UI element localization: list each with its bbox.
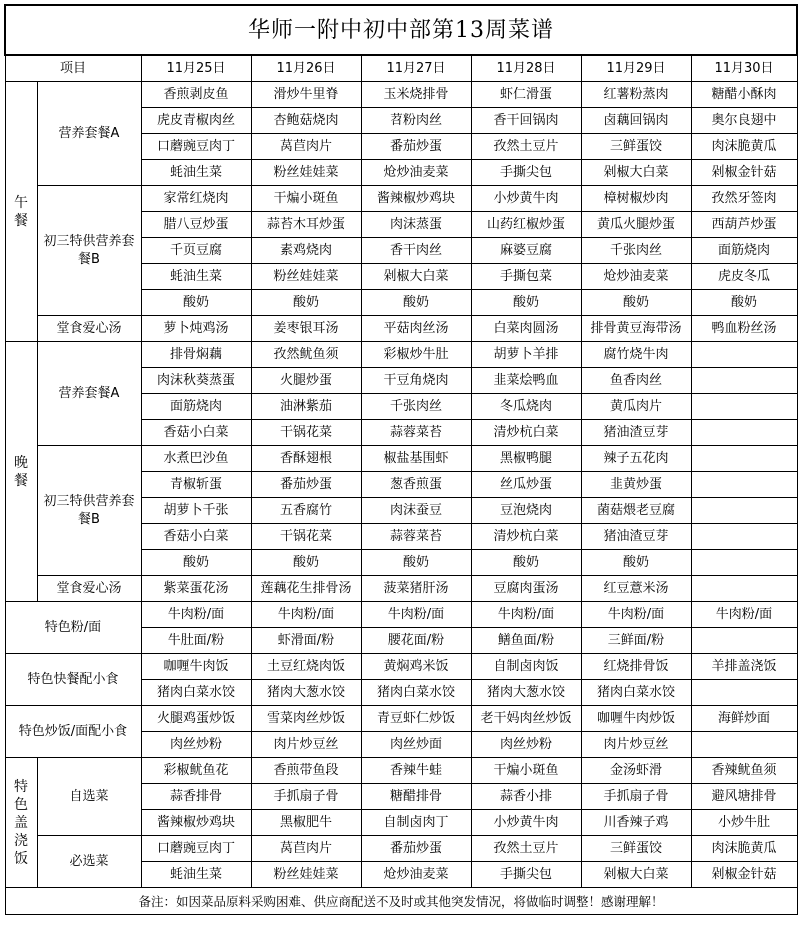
- category-label: 堂食爱心汤: [37, 576, 141, 602]
- dish-cell: 清炒杭白菜: [471, 420, 581, 446]
- category-label: 营养套餐A: [37, 82, 141, 186]
- dish-cell: 酸奶: [581, 290, 691, 316]
- dish-cell: 腐竹烧牛肉: [581, 342, 691, 368]
- dish-cell: 红薯粉蒸肉: [581, 82, 691, 108]
- dish-cell: 剁椒大白菜: [581, 862, 691, 888]
- dish-cell: 酱辣椒炒鸡块: [361, 186, 471, 212]
- dish-cell: 孜然牙签肉: [691, 186, 797, 212]
- dish-cell: 山药红椒炒蛋: [471, 212, 581, 238]
- dish-cell: 西葫芦炒蛋: [691, 212, 797, 238]
- dish-cell: 黄瓜火腿炒蛋: [581, 212, 691, 238]
- dish-cell: 红烧排骨饭: [581, 654, 691, 680]
- soup-cell: 豆腐肉蛋汤: [471, 576, 581, 602]
- dish-cell: 孜然鱿鱼须: [251, 342, 361, 368]
- soup-cell: 莲藕花生排骨汤: [251, 576, 361, 602]
- soup-cell: 平菇肉丝汤: [361, 316, 471, 342]
- dish-cell: 糖醋小酥肉: [691, 82, 797, 108]
- dish-cell: 酸奶: [251, 290, 361, 316]
- dish-cell: [691, 420, 797, 446]
- dish-cell: 苕粉肉丝: [361, 108, 471, 134]
- dish-cell: 清炒杭白菜: [471, 524, 581, 550]
- dish-cell: 腰花面/粉: [361, 628, 471, 654]
- dish-cell: 猪肉白菜水饺: [581, 680, 691, 706]
- dish-cell: 剁椒金针菇: [691, 862, 797, 888]
- dish-cell: 椒盐基围虾: [361, 446, 471, 472]
- footer-note: 备注：如因菜品原料采购困难、供应商配送不及时或其他突发情况，将做临时调整！感谢理解！: [5, 888, 797, 915]
- dish-cell: 腊八豆炒蛋: [141, 212, 251, 238]
- dish-cell: 肉片炒豆丝: [251, 732, 361, 758]
- dish-cell: 水煮巴沙鱼: [141, 446, 251, 472]
- dish-cell: 韭黄炒蛋: [581, 472, 691, 498]
- dish-cell: 自制卤肉饭: [471, 654, 581, 680]
- dish-cell: 滑炒牛里脊: [251, 82, 361, 108]
- dish-cell: 樟树椒炒肉: [581, 186, 691, 212]
- dish-cell: 辣子五花肉: [581, 446, 691, 472]
- dish-cell: 豆泡烧肉: [471, 498, 581, 524]
- dish-cell: 粉丝娃娃菜: [251, 862, 361, 888]
- category-label: 特色粉/面: [5, 602, 141, 654]
- dish-cell: 黑椒肥牛: [251, 810, 361, 836]
- dish-cell: 酸奶: [471, 550, 581, 576]
- dish-cell: 蚝油生菜: [141, 862, 251, 888]
- soup-cell: 姜枣银耳汤: [251, 316, 361, 342]
- dish-cell: 手撕尖包: [471, 160, 581, 186]
- dish-cell: 番茄炒蛋: [361, 134, 471, 160]
- header-day: 11月26日: [251, 55, 361, 82]
- section-special-text: 特色盖浇饭: [14, 778, 28, 867]
- dish-cell: 羊排盖浇饭: [691, 654, 797, 680]
- header-day: 11月28日: [471, 55, 581, 82]
- soup-cell: 白菜肉圆汤: [471, 316, 581, 342]
- dish-cell: 雪菜肉丝炒饭: [251, 706, 361, 732]
- category-label: 特色炒饭/面配小食: [5, 706, 141, 758]
- dish-cell: 川香辣子鸡: [581, 810, 691, 836]
- soup-cell: 鸭血粉丝汤: [691, 316, 797, 342]
- dish-cell: 青豆虾仁炒饭: [361, 706, 471, 732]
- dish-cell: 面筋烧肉: [141, 394, 251, 420]
- dish-cell: 面筋烧肉: [691, 238, 797, 264]
- dish-cell: 鱼香肉丝: [581, 368, 691, 394]
- dish-cell: 剁椒金针菇: [691, 160, 797, 186]
- dish-cell: 蚝油生菜: [141, 264, 251, 290]
- dish-cell: 三鲜面/粉: [581, 628, 691, 654]
- dish-cell: 香煎带鱼段: [251, 758, 361, 784]
- dish-cell: 五香腐竹: [251, 498, 361, 524]
- dish-cell: 千页豆腐: [141, 238, 251, 264]
- dish-cell: 酸奶: [141, 290, 251, 316]
- dish-cell: 三鲜蛋饺: [581, 134, 691, 160]
- header-day: 11月29日: [581, 55, 691, 82]
- dish-cell: [691, 498, 797, 524]
- dish-cell: 黄焖鸡米饭: [361, 654, 471, 680]
- dish-cell: 蒜苔木耳炒蛋: [251, 212, 361, 238]
- dish-cell: 猪肉白菜水饺: [141, 680, 251, 706]
- dish-cell: 干煸小斑鱼: [251, 186, 361, 212]
- dish-cell: 肉丝炒面: [361, 732, 471, 758]
- dish-cell: 糖醋排骨: [361, 784, 471, 810]
- dish-cell: [691, 680, 797, 706]
- dish-cell: 胡萝卜千张: [141, 498, 251, 524]
- dish-cell: [691, 342, 797, 368]
- dish-cell: 蒜香排骨: [141, 784, 251, 810]
- header-item-label: 项目: [5, 55, 141, 82]
- dish-cell: 小炒黄牛肉: [471, 810, 581, 836]
- dish-cell: 牛肉粉/面: [581, 602, 691, 628]
- dish-cell: 剁椒大白菜: [581, 160, 691, 186]
- dish-cell: 香辣牛蛙: [361, 758, 471, 784]
- dish-cell: 肉片炒豆丝: [581, 732, 691, 758]
- header-day: 11月27日: [361, 55, 471, 82]
- dish-cell: 虎皮冬瓜: [691, 264, 797, 290]
- dish-cell: 酸奶: [141, 550, 251, 576]
- dish-cell: 肉沫蒸蛋: [361, 212, 471, 238]
- dish-cell: 肉丝炒粉: [141, 732, 251, 758]
- category-label: 特色快餐配小食: [5, 654, 141, 706]
- dish-cell: 香煎剥皮鱼: [141, 82, 251, 108]
- soup-cell: 紫菜蛋花汤: [141, 576, 251, 602]
- soup-cell: 萝卜炖鸡汤: [141, 316, 251, 342]
- dish-cell: 黄瓜肉片: [581, 394, 691, 420]
- dish-cell: 麻婆豆腐: [471, 238, 581, 264]
- section-special: [5, 758, 37, 888]
- dish-cell: 酸奶: [691, 290, 797, 316]
- dish-cell: 炝炒油麦菜: [361, 862, 471, 888]
- dish-cell: 韭菜烩鸭血: [471, 368, 581, 394]
- soup-cell: 红豆薏米汤: [581, 576, 691, 602]
- section-dinner-text: 晚餐: [14, 454, 28, 489]
- dish-cell: 彩椒炒牛肚: [361, 342, 471, 368]
- dish-cell: [691, 472, 797, 498]
- dish-cell: [691, 394, 797, 420]
- section-lunch: [5, 82, 37, 342]
- dish-cell: 香干肉丝: [361, 238, 471, 264]
- dish-cell: 肉沫脆黄瓜: [691, 836, 797, 862]
- dish-cell: 干豆角烧肉: [361, 368, 471, 394]
- dish-cell: 香菇小白菜: [141, 524, 251, 550]
- dish-cell: 莴苣肉片: [251, 134, 361, 160]
- dish-cell: 咖喱牛肉炒饭: [581, 706, 691, 732]
- dish-cell: [691, 524, 797, 550]
- dish-cell: 口蘑豌豆肉丁: [141, 836, 251, 862]
- dish-cell: 火腿炒蛋: [251, 368, 361, 394]
- dish-cell: 猪肉白菜水饺: [361, 680, 471, 706]
- dish-cell: 牛肉粉/面: [141, 602, 251, 628]
- category-label: 初三特供营养套餐B: [37, 186, 141, 316]
- header-day: 11月25日: [141, 55, 251, 82]
- dish-cell: 肉沫蚕豆: [361, 498, 471, 524]
- section-lunch-text: 午餐: [14, 194, 28, 229]
- dish-cell: 莴苣肉片: [251, 836, 361, 862]
- dish-cell: 卤藕回锅肉: [581, 108, 691, 134]
- dish-cell: 牛肉粉/面: [471, 602, 581, 628]
- dish-cell: 杏鲍菇烧肉: [251, 108, 361, 134]
- header-day: 11月30日: [691, 55, 797, 82]
- dish-cell: 牛肉粉/面: [691, 602, 797, 628]
- dish-cell: 虾仁滑蛋: [471, 82, 581, 108]
- dish-cell: 干锅花菜: [251, 420, 361, 446]
- dish-cell: 排骨焖藕: [141, 342, 251, 368]
- dish-cell: 油淋紫茄: [251, 394, 361, 420]
- dish-cell: 手抓扇子骨: [251, 784, 361, 810]
- dish-cell: 香菇小白菜: [141, 420, 251, 446]
- dish-cell: 手抓扇子骨: [581, 784, 691, 810]
- dish-cell: 胡萝卜羊排: [471, 342, 581, 368]
- dish-cell: 虾滑面/粉: [251, 628, 361, 654]
- dish-cell: 猪肉大葱水饺: [471, 680, 581, 706]
- dish-cell: 青椒斩蛋: [141, 472, 251, 498]
- dish-cell: 香酥翅根: [251, 446, 361, 472]
- dish-cell: 炝炒油麦菜: [361, 160, 471, 186]
- dish-cell: [691, 628, 797, 654]
- dish-cell: 黑椒鸭腿: [471, 446, 581, 472]
- dish-cell: [691, 446, 797, 472]
- dish-cell: 粉丝娃娃菜: [251, 264, 361, 290]
- soup-cell: [691, 576, 797, 602]
- soup-cell: 菠菜猪肝汤: [361, 576, 471, 602]
- dish-cell: 避风塘排骨: [691, 784, 797, 810]
- dish-cell: 番茄炒蛋: [251, 472, 361, 498]
- dish-cell: 金汤虾滑: [581, 758, 691, 784]
- dish-cell: 香干回锅肉: [471, 108, 581, 134]
- dish-cell: 蚝油生菜: [141, 160, 251, 186]
- dish-cell: 咖喱牛肉饭: [141, 654, 251, 680]
- dish-cell: 牛肚面/粉: [141, 628, 251, 654]
- dish-cell: 香辣鱿鱼须: [691, 758, 797, 784]
- dish-cell: 土豆红烧肉饭: [251, 654, 361, 680]
- dish-cell: 口蘑豌豆肉丁: [141, 134, 251, 160]
- dish-cell: 猪油渣豆芽: [581, 420, 691, 446]
- dish-cell: 手撕尖包: [471, 862, 581, 888]
- dish-cell: [691, 368, 797, 394]
- dish-cell: 奥尔良翅中: [691, 108, 797, 134]
- dish-cell: 三鲜蛋饺: [581, 836, 691, 862]
- dish-cell: 蒜香小排: [471, 784, 581, 810]
- dish-cell: 孜然土豆片: [471, 134, 581, 160]
- dish-cell: 番茄炒蛋: [361, 836, 471, 862]
- dish-cell: 酸奶: [581, 550, 691, 576]
- dish-cell: 葱香煎蛋: [361, 472, 471, 498]
- section-dinner: [5, 342, 37, 602]
- dish-cell: 肉沫脆黄瓜: [691, 134, 797, 160]
- dish-cell: 孜然土豆片: [471, 836, 581, 862]
- dish-cell: 冬瓜烧肉: [471, 394, 581, 420]
- dish-cell: 肉丝炒粉: [471, 732, 581, 758]
- dish-cell: 猪肉大葱水饺: [251, 680, 361, 706]
- dish-cell: 千张肉丝: [581, 238, 691, 264]
- dish-cell: 牛肉粉/面: [361, 602, 471, 628]
- dish-cell: 彩椒鱿鱼花: [141, 758, 251, 784]
- dish-cell: 火腿鸡蛋炒饭: [141, 706, 251, 732]
- dish-cell: 蒜蓉菜苔: [361, 524, 471, 550]
- dish-cell: 菌菇煨老豆腐: [581, 498, 691, 524]
- dish-cell: 小炒黄牛肉: [471, 186, 581, 212]
- dish-cell: 素鸡烧肉: [251, 238, 361, 264]
- dish-cell: 酸奶: [471, 290, 581, 316]
- category-label: 自选菜: [37, 758, 141, 836]
- page-title: 华师一附中初中部第13周菜谱: [5, 5, 797, 55]
- dish-cell: 酱辣椒炒鸡块: [141, 810, 251, 836]
- dish-cell: 老干妈肉丝炒饭: [471, 706, 581, 732]
- dish-cell: 手撕包菜: [471, 264, 581, 290]
- category-label: 必选菜: [37, 836, 141, 888]
- dish-cell: 粉丝娃娃菜: [251, 160, 361, 186]
- menu-table: [4, 4, 798, 915]
- dish-cell: 海鲜炒面: [691, 706, 797, 732]
- dish-cell: 干煸小斑鱼: [471, 758, 581, 784]
- dish-cell: 蒜蓉菜苔: [361, 420, 471, 446]
- category-label: 初三特供营养套餐B: [37, 446, 141, 576]
- dish-cell: 牛肉粉/面: [251, 602, 361, 628]
- dish-cell: 千张肉丝: [361, 394, 471, 420]
- dish-cell: 家常红烧肉: [141, 186, 251, 212]
- dish-cell: [691, 732, 797, 758]
- dish-cell: 酸奶: [361, 290, 471, 316]
- dish-cell: 炝炒油麦菜: [581, 264, 691, 290]
- dish-cell: 干锅花菜: [251, 524, 361, 550]
- dish-cell: 猪油渣豆芽: [581, 524, 691, 550]
- dish-cell: [691, 550, 797, 576]
- category-label: 营养套餐A: [37, 342, 141, 446]
- dish-cell: 丝瓜炒蛋: [471, 472, 581, 498]
- dish-cell: 虎皮青椒肉丝: [141, 108, 251, 134]
- dish-cell: 酸奶: [251, 550, 361, 576]
- dish-cell: 鳝鱼面/粉: [471, 628, 581, 654]
- dish-cell: 肉沫秋葵蒸蛋: [141, 368, 251, 394]
- dish-cell: 酸奶: [361, 550, 471, 576]
- dish-cell: 自制卤肉丁: [361, 810, 471, 836]
- category-label: 堂食爱心汤: [37, 316, 141, 342]
- dish-cell: 玉米烧排骨: [361, 82, 471, 108]
- dish-cell: 剁椒大白菜: [361, 264, 471, 290]
- dish-cell: 小炒牛肚: [691, 810, 797, 836]
- soup-cell: 排骨黄豆海带汤: [581, 316, 691, 342]
